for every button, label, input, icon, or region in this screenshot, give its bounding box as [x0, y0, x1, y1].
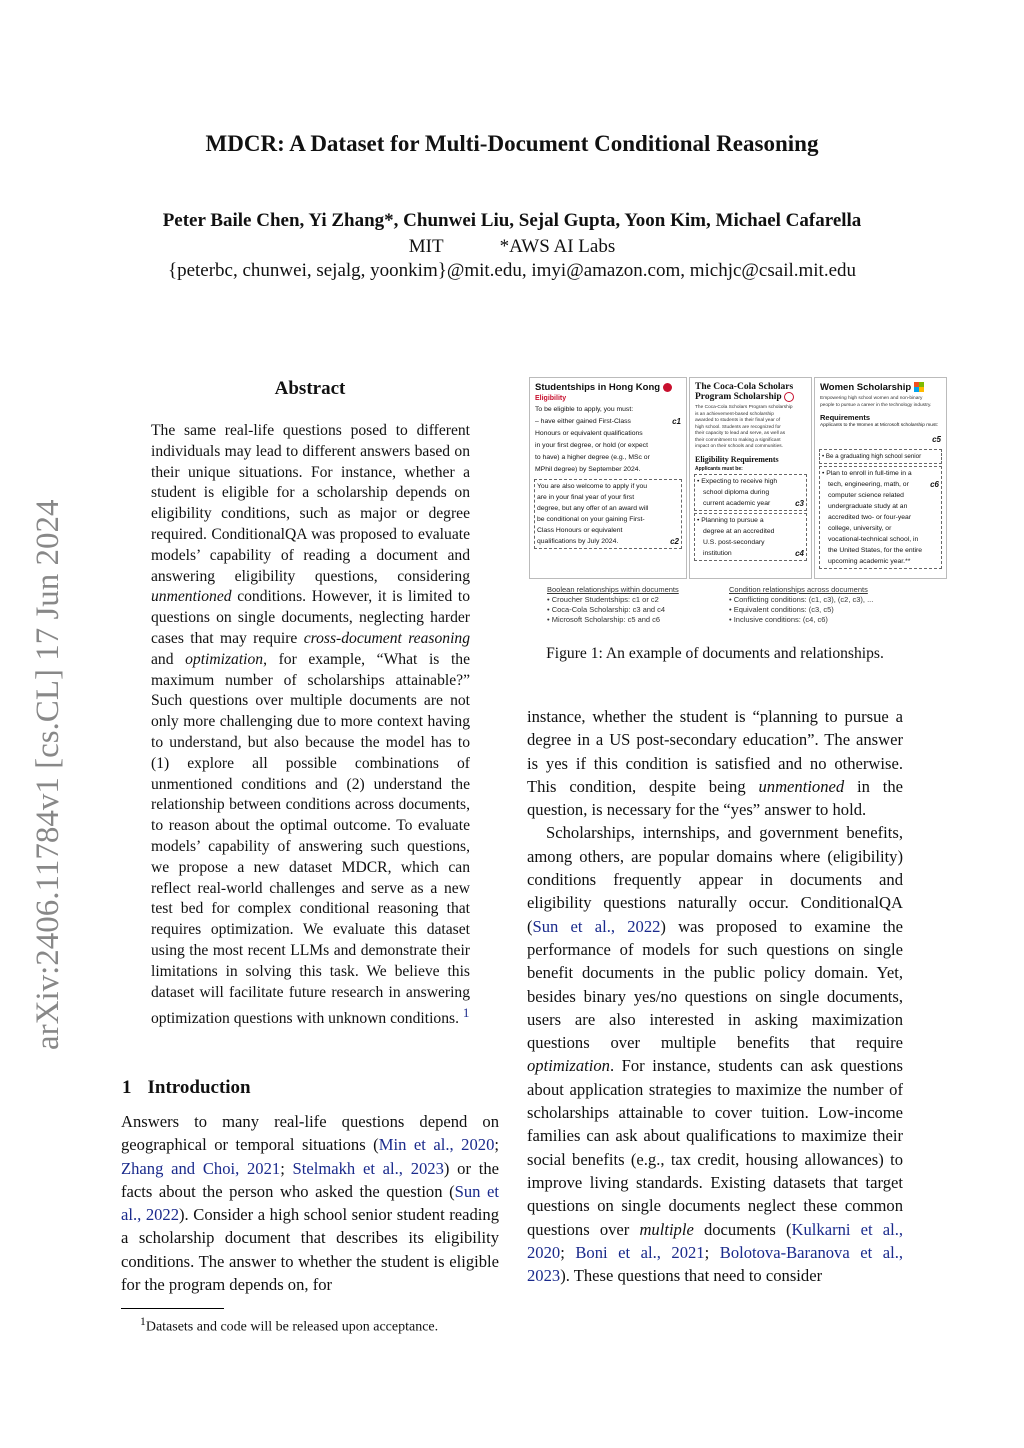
- card-line: the United States, for the entire: [828, 547, 923, 554]
- condition-box: [534, 479, 682, 549]
- relationship-item: • Equivalent conditions: (c3, c5): [729, 605, 834, 614]
- condition-tag: c1: [672, 417, 681, 426]
- figure-caption: Figure 1: An example of documents and relationships.: [546, 645, 884, 662]
- arxiv-stamp-text: arXiv:2406.11784v1 [cs.CL] 17 Jun 2024: [30, 499, 66, 1050]
- card-line: Class Honours or equivalent: [537, 527, 623, 534]
- citation-link[interactable]: Bolotova-Baranova et al., 2023: [527, 1242, 903, 1286]
- body-text: ) was proposed to examine the performance of models for such questions on single benefit documents in the public policy domain. Yet, besides binary yes/no questions on single documents, users are also interested in asking maximization questions over multiple benefits that require: [527, 916, 904, 1053]
- citation-link[interactable]: Min et al., 2020: [378, 1135, 495, 1155]
- card-line: school diploma during: [703, 488, 770, 496]
- card-line: • Be a graduating high school senior: [822, 453, 922, 460]
- abstract-heading: Abstract: [274, 378, 346, 399]
- condition-tag: c4: [795, 548, 804, 558]
- card-line: – have either gained First-Class c1: [535, 417, 681, 426]
- footnote-divider: [121, 1308, 224, 1309]
- paragraph: [527, 821, 903, 1287]
- card-line: impact on their schools and communities.: [695, 444, 783, 450]
- card-title: [695, 382, 806, 402]
- relationships-across: [729, 585, 944, 625]
- abstract-body: [151, 421, 470, 1030]
- card-line: MPhil degree) by September 2024.: [535, 466, 641, 473]
- card-line: Empowering high school women and non-binary: [820, 396, 923, 401]
- card-line: are in your final year of your first: [537, 494, 635, 501]
- body-text: ;: [494, 1135, 499, 1155]
- body-text: documents (: [693, 1219, 792, 1239]
- document-card-croucher: [529, 377, 687, 579]
- card-line: awarded to students in their final year of: [695, 418, 781, 424]
- figure-1: [527, 377, 947, 627]
- condition-tag: c5: [932, 435, 941, 444]
- card-line: in your first degree, or hold (or expect: [535, 442, 648, 449]
- body-text: ;: [560, 1242, 576, 1262]
- card-line: degree at an accredited: [703, 527, 775, 535]
- intro-paragraph: [121, 1110, 499, 1296]
- abstract-text: The same real-life questions posed to different individuals may lead to different answers based on their unique situations. For instance, whether a student is eligible for a scholarship depends on eligibility conditions, such as major or degree required. ConditionalQA was proposed to evaluate models’ capability of reading a document and answering eligibility questions, considering: [151, 422, 470, 585]
- relationship-item: • Croucher Studentships: c1 or c2: [547, 595, 659, 604]
- condition-tag: c6: [930, 480, 939, 489]
- card-line: To be eligible to apply, you must:: [535, 406, 634, 413]
- body-text: Answers to many real-life questions depend on geographical or temporal situations (: [121, 1112, 499, 1155]
- card-line: accredited two- or four-year: [828, 514, 912, 521]
- card-title-text: Studentships in Hong Kong: [535, 382, 661, 393]
- card-line: is an achievement-based scholarship: [695, 411, 774, 417]
- microsoft-logo-icon: [914, 382, 924, 392]
- croucher-logo-icon: [663, 383, 672, 392]
- card-line: Applicants to the Women at Microsoft scholarship must:: [820, 423, 939, 428]
- body-emphasis: unmentioned: [758, 776, 845, 796]
- card-line: Honours or equivalent qualifications: [535, 430, 643, 437]
- body-emphasis: optimization: [527, 1056, 610, 1076]
- author-list: Peter Baile Chen, Yi Zhang*, Chunwei Liu, Sejal Gupta, Yoon Kim, Michael Cafarella: [162, 210, 862, 231]
- card-line: • Plan to enroll in full-time in a: [822, 470, 912, 477]
- card-line: their capacity to lead and serve, as well as: [695, 431, 786, 437]
- citation-link[interactable]: Zhang and Choi, 2021: [121, 1158, 281, 1178]
- card-line: high school. Students are recognized for: [695, 424, 781, 430]
- body-text: ). Consider a high school senior student reading a scholarship document that describes its eligibility conditions. The answer to whether the student is eligible for the program depends on, for: [121, 1205, 499, 1295]
- condition-tag: c2: [670, 537, 679, 546]
- card-title-text: Women Scholarship: [820, 382, 912, 393]
- affiliation-aws: *AWS AI Labs: [499, 236, 616, 257]
- abstract-text: conditions. However, it is limited to questions on single documents, neglecting harder cases that may require: [151, 588, 470, 647]
- card-line: institution c4: [703, 548, 804, 558]
- affiliations: [0, 236, 1024, 258]
- body-text: ;: [704, 1242, 720, 1262]
- relationships-heading: Boolean relationships within documents: [547, 585, 679, 594]
- paragraph: [527, 705, 903, 821]
- citation-link[interactable]: Sun et al., 2022: [121, 1181, 499, 1225]
- card-line: tech, engineering, math, or c6: [828, 480, 939, 489]
- citation-link[interactable]: Stelmakh et al., 2023: [292, 1158, 444, 1178]
- condition-box: [819, 466, 942, 569]
- card-title-text: Program Scholarship: [695, 392, 782, 403]
- document-card-coca-cola: [689, 377, 812, 579]
- card-title-text: The Coca-Cola Scholars: [695, 382, 794, 392]
- body-text: ) or the facts about the person who asked the question (: [121, 1158, 499, 1201]
- coca-cola-logo-icon: [784, 392, 794, 402]
- condition-box: [694, 474, 807, 511]
- card-title: [820, 382, 941, 393]
- card-title: [535, 382, 681, 393]
- body-text: instance, whether the student is “planning to pursue a degree in a US post-secondary education”. The answer is yes if this condition is satisfied and no otherwise. This condition, despite being: [527, 707, 903, 796]
- card-line: • Expecting to receive high: [697, 477, 778, 485]
- abstract-text: , for example, “What is the maximum number of scholarships attainable?” Such questions over multiple documents are not only more challenging due to more context having to understand, but also because the model has to (1) explore all possible combinations of unmentioned conditions and (2) understand the relationship between conditions across documents, to reason about the optimal outcome. To evaluate models’ capability of answering such questions, we propose a new dataset MDCR, which can reflect real-world challenges and serve as a new test bed for complex conditional reasoning that requires optimization. We evaluate this dataset using the most recent LLMs and demonstrate their limitations in solving this task. We believe this dataset will facilitate future research in answering optimization questions with unknown conditions.: [151, 650, 470, 1028]
- body-text: ). These questions that need to consider: [560, 1266, 823, 1286]
- footnote-text: Datasets and code will be released upon acceptance.: [145, 1319, 439, 1335]
- section-number: 1: [122, 1077, 132, 1098]
- card-section: Requirements: [820, 413, 871, 422]
- abstract-text: and: [151, 650, 186, 668]
- condition-box: [694, 513, 807, 561]
- card-line: be conditional on your gaining First-: [537, 516, 645, 523]
- section-title: Introduction: [147, 1077, 251, 1098]
- relationship-item: • Coca-Cola Scholarship: c3 and c4: [547, 605, 666, 614]
- card-line: You are also welcome to apply if you: [537, 483, 648, 490]
- citation-link[interactable]: Sun et al., 2022: [532, 916, 661, 936]
- author-emails: {peterbc, chunwei, sejalg, yoonkim}@mit.edu, imyi@amazon.com, michjc@csail.mit.edu: [167, 260, 857, 281]
- card-line: qualifications by July 2024. c2: [537, 537, 679, 546]
- citation-link[interactable]: Kulkarni et al., 2020: [527, 1219, 904, 1262]
- card-line: college, university, or: [828, 525, 892, 532]
- condition-tag: c3: [795, 498, 804, 508]
- relationship-item: • Conflicting conditions: (c1, c3), (c2, c3), ...: [729, 595, 874, 604]
- card-line: U.S. post-secondary: [703, 538, 765, 546]
- abstract-emphasis: cross-document reasoning: [303, 629, 470, 647]
- card-line: their commitment to making a significant: [695, 437, 781, 443]
- paper-title: MDCR: A Dataset for Multi-Document Conditional Reasoning: [205, 131, 819, 156]
- card-line: undergraduate study at an: [828, 503, 908, 510]
- footnote-link[interactable]: 1: [462, 1005, 470, 1021]
- footnote-mark: 1: [140, 1315, 146, 1328]
- relationships-heading: Condition relationships across documents: [729, 585, 868, 594]
- card-line: people to pursue a career in the technology industry.: [820, 402, 932, 408]
- card-line: computer science related: [828, 492, 904, 499]
- card-line: current academic year c3: [703, 498, 804, 508]
- relationship-item: • Microsoft Scholarship: c5 and c6: [547, 615, 661, 624]
- card-line: degree, but any offer of an award will: [537, 505, 649, 512]
- card-line: • Planning to pursue a: [697, 516, 764, 524]
- card-section: Eligibility: [535, 395, 567, 402]
- card-line: upcoming academic year.**: [828, 558, 911, 565]
- body-text: in the question, is necessary for the “yes” answer to hold.: [527, 776, 903, 820]
- abstract-emphasis: optimization: [185, 650, 264, 668]
- card-line: to have) a higher degree (e.g., MSc or: [535, 454, 650, 461]
- body-text: . For instance, students can ask questions about application strategies to maximize the number of scholarships attainable to cover tuition. Low-income families can ask about qualifications to maximize their social benefits (e.g., tax credit, housing allowances) to improve living standards. Existing datasets that target questions on single documents neglect these common questions over: [527, 1056, 903, 1239]
- condition-box: [819, 449, 942, 464]
- affiliation-mit: MIT: [408, 236, 444, 257]
- card-section: Eligibility Requirements: [695, 454, 779, 464]
- footnote: [140, 1315, 500, 1336]
- right-column-body: [527, 705, 903, 1287]
- card-line: Applicants must be:: [695, 465, 743, 472]
- arxiv-stamp: [20, 455, 70, 1055]
- relationships-within: [547, 585, 737, 625]
- document-card-microsoft: [814, 377, 947, 579]
- relationship-item: • Inclusive conditions: (c4, c6): [729, 615, 828, 624]
- citation-link[interactable]: Boni et al., 2021: [575, 1242, 705, 1262]
- card-line: The Coca-Cola Scholars Program scholarship: [695, 405, 793, 411]
- body-text: Scholarships, internships, and government benefits, among others, are popular domains where (eligibility) conditions frequently appear in documents and eligibility questions naturally occur. ConditionalQA (: [527, 823, 903, 936]
- body-text: ;: [280, 1158, 293, 1178]
- card-line: vocational-technical school, in: [828, 536, 919, 543]
- body-emphasis: multiple: [639, 1219, 694, 1239]
- abstract-emphasis: unmentioned: [151, 588, 232, 606]
- section-heading-introduction: [122, 1077, 267, 1099]
